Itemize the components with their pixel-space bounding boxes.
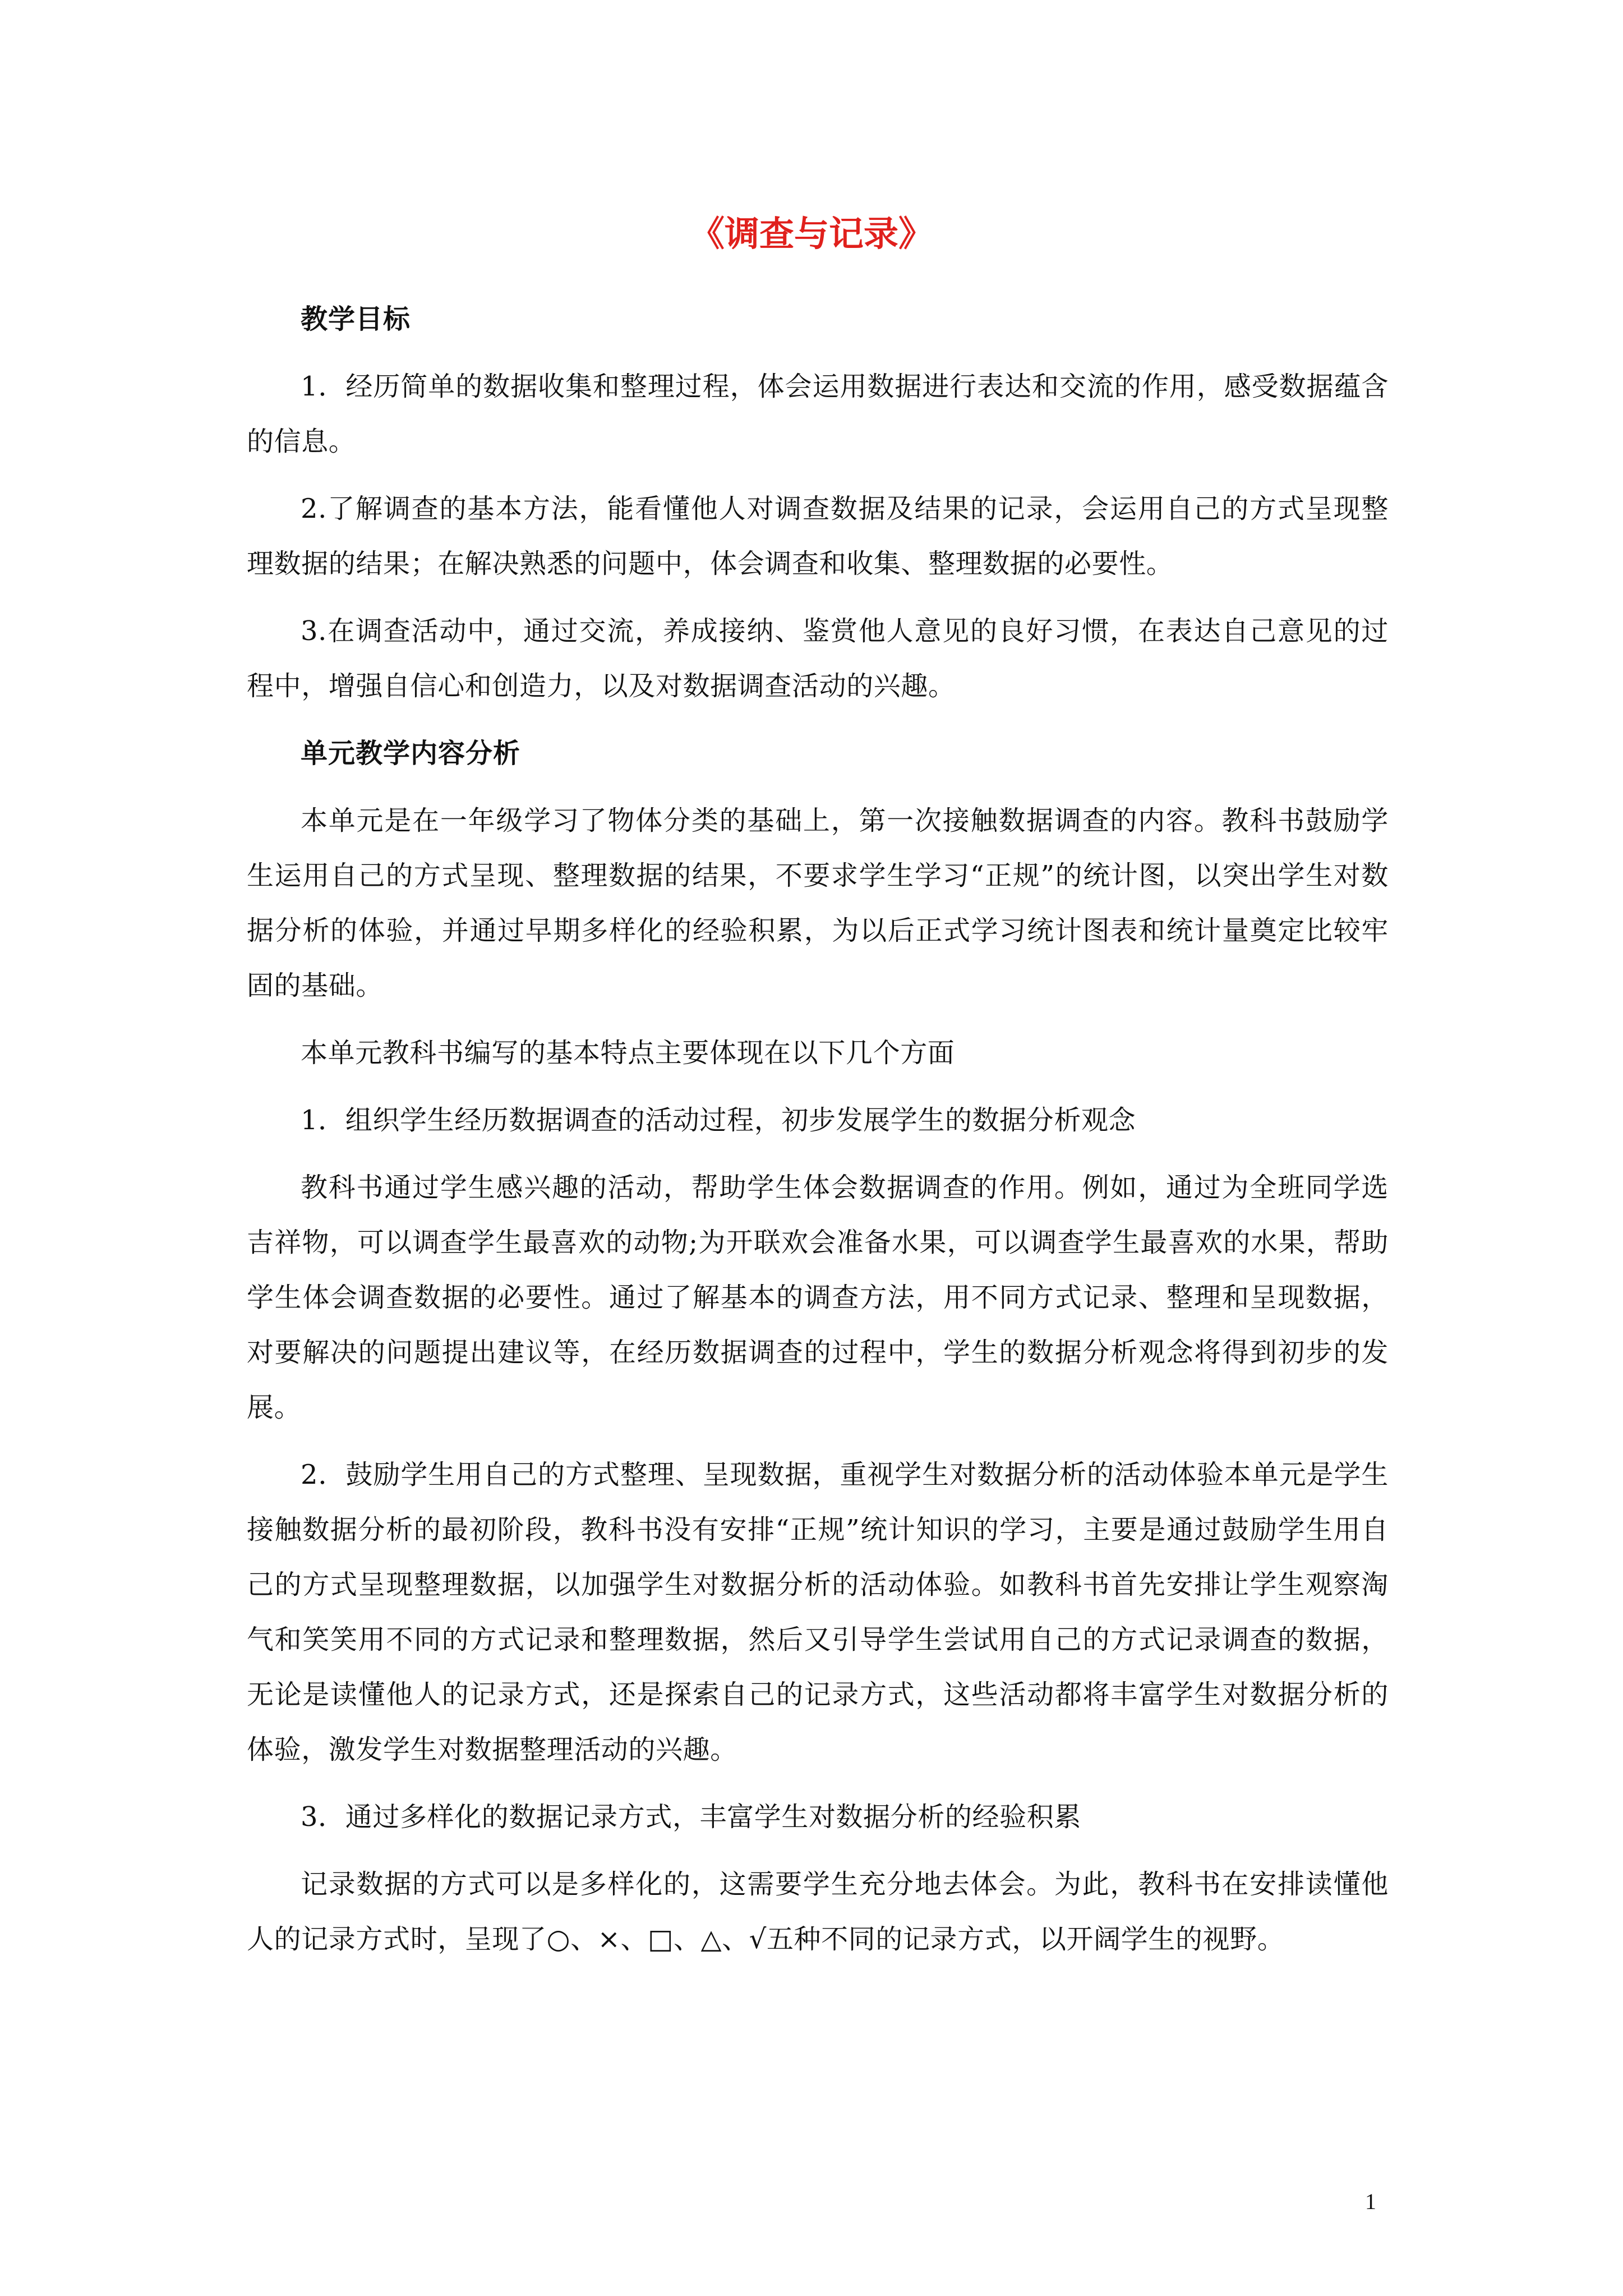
section-heading-teaching-goals: 教学目标 [301, 303, 411, 335]
section-heading-unit-analysis: 单元教学内容分析 [301, 738, 521, 769]
paragraph: 3.在调查活动中，通过交流，养成接纳、鉴赏他人意见的良好习惯，在表达自己意见的过程中，增强自信心和创造力，以及对数据调查活动的兴趣。 [247, 615, 1389, 702]
document-title: 《调查与记录》 [689, 213, 933, 254]
paragraph: 3．通过多样化的数据记录方式，丰富学生对数据分析的经验积累 [301, 1801, 1081, 1833]
paragraph: 记录数据的方式可以是多样化的，这需要学生充分地去体会。为此，教科书在安排读懂他人的记录方式时，呈现了○、×、□、△、√五种不同的记录方式，以开阔学生的视野。 [247, 1869, 1389, 1955]
paragraph: 教科书通过学生感兴趣的活动，帮助学生体会数据调查的作用。例如，通过为全班同学选吉祥物，可以调查学生最喜欢的动物;为开联欢会准备水果，可以调查学生最喜欢的水果，帮助学生体会调查数据的必要性。通过了解基本的调查方法，用不同方式记录、整理和呈现数据，对要解决的问题提出建议等，在经历数据调查的过程中，学生的数据分析观念将得到初步的发展。 [247, 1172, 1389, 1423]
page-number: 1 [1365, 2189, 1376, 2214]
paragraph: 2．鼓励学生用自己的方式整理、呈现数据，重视学生对数据分析的活动体验本单元是学生接触数据分析的最初阶段，教科书没有安排“正规”统计知识的学习，主要是通过鼓励学生用自己的方式呈现整理数据，以加强学生对数据分析的活动体验。如教科书首先安排让学生观察淘气和笑笑用不同的方式记录和整理数据，然后又引导学生尝试用自己的方式记录调查的数据，无论是读懂他人的记录方式，还是探索自己的记录方式，这些活动都将丰富学生对数据分析的体验，激发学生对数据整理活动的兴趣。 [247, 1459, 1389, 1765]
paragraph: 1．经历简单的数据收集和整理过程，体会运用数据进行表达和交流的作用，感受数据蕴含的信息。 [247, 371, 1389, 457]
paragraph: 1．组织学生经历数据调查的活动过程，初步发展学生的数据分析观念 [301, 1105, 1136, 1136]
paragraph: 本单元是在一年级学习了物体分类的基础上，第一次接触数据调查的内容。教科书鼓励学生运用自己的方式呈现、整理数据的结果，不要求学生学习“正规”的统计图，以突出学生对数据分析的体验，并通过早期多样化的经验积累，为以后正式学习统计图表和统计量奠定比较牢固的基础。 [247, 805, 1389, 1001]
paragraph: 本单元教科书编写的基本特点主要体现在以下几个方面 [301, 1037, 955, 1069]
document-body [247, 292, 1389, 1967]
paragraph: 2.了解调查的基本方法，能看懂他人对调查数据及结果的记录，会运用自己的方式呈现整理数据的结果；在解决熟悉的问题中，体会调查和收集、整理数据的必要性。 [247, 493, 1389, 579]
